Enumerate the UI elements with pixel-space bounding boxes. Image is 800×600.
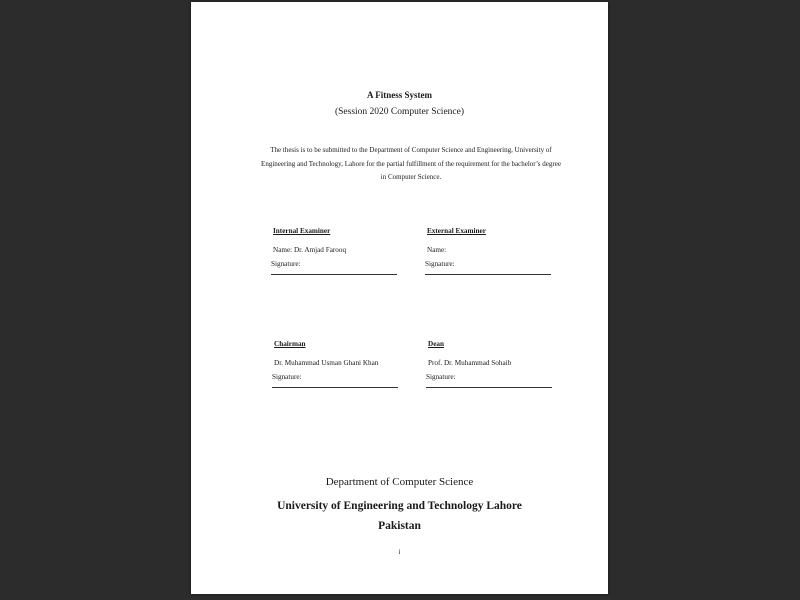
internal-examiner-block — [271, 227, 398, 275]
signature-label: Signature: — [426, 373, 456, 381]
signature-label: Signature: — [425, 260, 455, 268]
signatory-name: Prof. Dr. Muhammad Sohaib — [428, 359, 512, 367]
signatory-name: Name: Dr. Amjad Farooq — [273, 246, 347, 254]
external-examiner-block — [425, 227, 552, 275]
university-name: University of Engineering and Technology Lahore — [277, 500, 522, 512]
signatory-name: Dr. Muhammad Usman Ghani Khan — [274, 359, 379, 367]
country-name: Pakistan — [378, 520, 421, 532]
signature-line — [272, 387, 398, 388]
thesis-description: The thesis is to be submitted to the Department of Computer Science and Engineering, University of Engineering and Technology, Lahore for the partial fulfillment of the requirement for the bachelor’s degree in Computer Science. — [261, 146, 561, 181]
page-number: i — [398, 548, 401, 556]
document-page — [191, 2, 608, 594]
department-name: Department of Computer Science — [325, 476, 474, 488]
signatory-heading: External Examiner — [427, 227, 486, 235]
signatory-name: Name: — [427, 246, 447, 254]
signature-line — [425, 274, 551, 275]
dean-block — [426, 340, 553, 388]
signatory-heading: Dean — [428, 340, 444, 348]
session-subtitle: (Session 2020 Computer Science) — [334, 107, 465, 117]
signatory-heading: Chairman — [274, 340, 306, 348]
signature-label: Signature: — [272, 373, 302, 381]
signature-label: Signature: — [271, 260, 301, 268]
signature-line — [426, 387, 552, 388]
signature-line — [271, 274, 397, 275]
thesis-title: A Fitness System — [367, 90, 432, 100]
chairman-block — [272, 340, 399, 388]
signatory-heading: Internal Examiner — [273, 227, 331, 235]
